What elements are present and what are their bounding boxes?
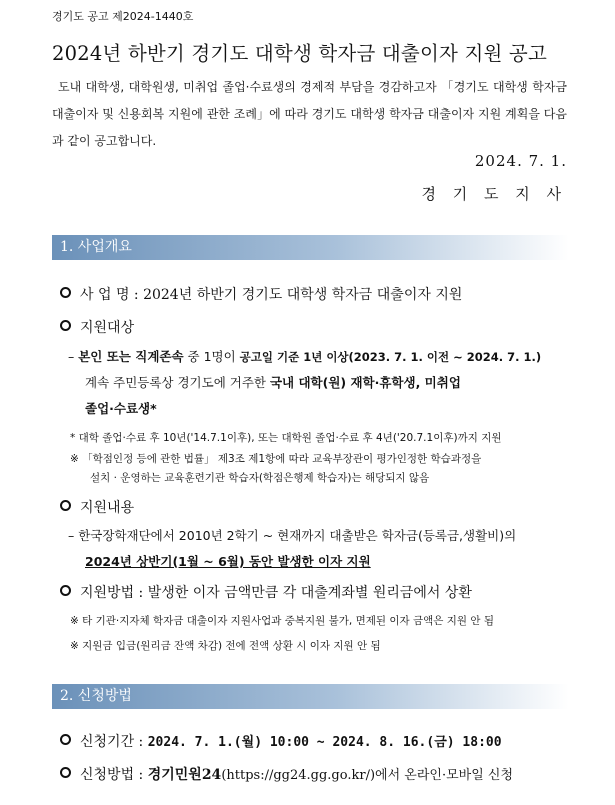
page-title: 2024년 하반기 경기도 대학생 학자금 대출이자 지원 공고	[52, 42, 547, 65]
apply-site-name: 경기민원24	[147, 767, 222, 783]
circle-bullet-icon	[60, 500, 71, 511]
issuer: 경 기 도 지 사	[421, 185, 567, 203]
target-label: 지원대상	[80, 320, 135, 336]
content-item	[60, 497, 134, 517]
target-eligibility: 본인 또는 직계존속	[78, 349, 184, 364]
circle-bullet-icon	[60, 585, 71, 596]
circle-bullet-icon	[60, 767, 71, 778]
target-residency-period: 공고일 기준 1년 이상(2023. 7. 1. 이전 ~ 2024. 7. 1.)	[239, 350, 542, 364]
project-name-text: 사 업 명 : 2024년 하반기 경기도 대학생 학자금 대출이자 지원	[80, 287, 463, 303]
target-note-2-line-2: 설치 · 운영하는 교육훈련기관 학습자(학점은행제 학습자)는 해당되지 않음	[90, 472, 430, 484]
notice-number: 경기도 공고 제2024-1440호	[52, 10, 194, 23]
dash: –	[68, 349, 79, 364]
circle-bullet-icon	[60, 287, 71, 298]
target-note-2-line-1: ※ 「학점인정 등에 관한 법률」 제3조 제1항에 따라 교육부장관이 평가인정한 학습과정을	[70, 453, 482, 465]
period-label: 신청기간 :	[80, 734, 148, 750]
section-heading-overview: 1. 사업개요	[52, 235, 569, 260]
target-line-2	[85, 373, 461, 391]
period-item	[60, 731, 502, 751]
content-label: 지원내용	[80, 500, 135, 516]
target-students: 국내 대학(원) 재학·휴학생, 미취업	[269, 375, 461, 390]
target-line-3: 졸업·수료생*	[85, 401, 157, 416]
method-note-2: ※ 지원금 입금(원리금 잔액 차감) 전에 전액 상환 시 이자 지원 안 됨	[70, 640, 381, 652]
method-item	[60, 582, 472, 602]
circle-bullet-icon	[60, 320, 71, 331]
apply-method-item	[60, 764, 513, 784]
content-line-2: 2024년 상반기(1월 ~ 6월) 동안 발생한 이자 지원	[85, 554, 371, 569]
target-text: 중 1명이	[183, 349, 240, 364]
circle-bullet-icon	[60, 734, 71, 745]
method-note-1: ※ 타 기관·지자체 학자금 대출이자 지원사업과 중복지원 불가, 면제된 이자 금액은 지원 안 됨	[70, 615, 495, 627]
target-note-1: * 대학 졸업·수료 후 10년('14.7.1이후), 또는 대학원 졸업·수료 후 4년('20.7.1이후)까지 지원	[70, 432, 502, 444]
target-line-1	[68, 347, 541, 365]
target-text: 계속 주민등록상 경기도에 거주한	[85, 375, 270, 390]
apply-method-rest: (https://gg24.gg.go.kr/)에서 온라인·모바일 신청	[221, 768, 514, 783]
intro-paragraph: 도내 대학생, 대학원생, 미취업 졸업·수료생의 경제적 부담을 경감하고자 「경기도 대학생 학자금 대출이자 및 신용회복 지원에 관한 조례」에 따라 경기도 대학생 학자금 대출이자 지원 계획을 다음과 같이 공고합니다.	[52, 80, 567, 148]
section-heading-application: 2. 신청방법	[52, 684, 569, 709]
content-line-1: – 한국장학재단에서 2010년 2학기 ~ 현재까지 대출받은 학자금(등록금,생활비)의	[68, 528, 517, 543]
notice-date: 2024. 7. 1.	[474, 152, 567, 170]
target-item	[60, 317, 134, 337]
project-name-item	[60, 284, 462, 304]
apply-method-label: 신청방법 :	[80, 767, 148, 783]
method-text: 지원방법 : 발생한 이자 금액만큼 각 대출계좌별 원리금에서 상환	[80, 585, 472, 601]
period-value: 2024. 7. 1.(월) 10:00 ~ 2024. 8. 16.(금) 18:00	[147, 735, 502, 750]
